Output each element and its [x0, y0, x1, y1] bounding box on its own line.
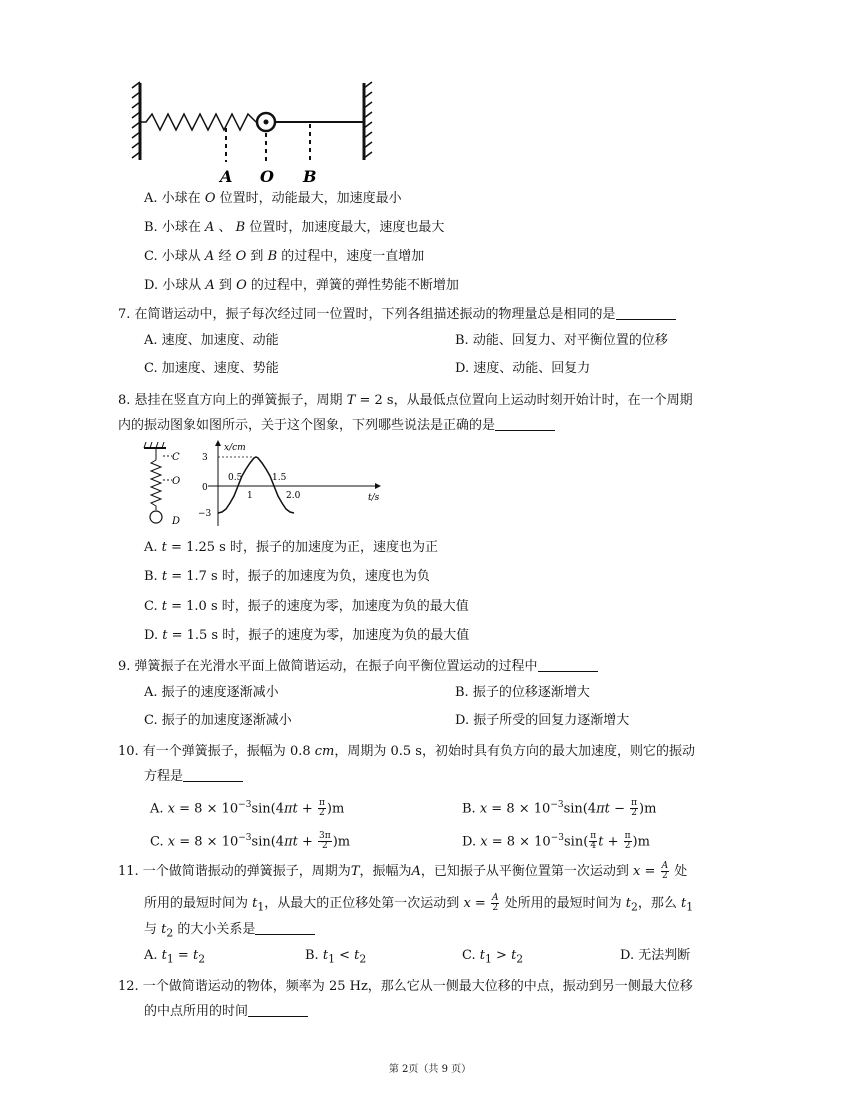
label-o: O	[260, 167, 274, 186]
q9-stem: 9. 弹簧振子在光滑水平面上做简谐运动，在振子向平衡位置运动的过程中	[118, 657, 598, 677]
q8-stem-line2: 内的振动图象如图所示，关于这个图象，下列哪些说法是正确的是	[118, 416, 555, 436]
q11-line3: 与 $t_2$ 的大小关系是	[144, 920, 315, 944]
q6-option-a: A. 小球在 O 位置时，动能最大，加速度最小	[144, 191, 402, 206]
q11-option-c: C. $t_1 > t_2$	[462, 948, 524, 966]
q10-option-b: B. $x = 8 \times 10^{-3}\sin(4\pi t$ − $\frac{\pi}{2}$ )m	[462, 798, 657, 819]
q11-option-d: D. 无法判断	[620, 948, 691, 963]
q10-stem-line1: 10. 有一个弹簧振子，振幅为 0.8 cm，周期为 0.5 s，初始时具有负方向的最大加速度，则它的振动	[118, 744, 695, 759]
svg-text:0: 0	[202, 483, 208, 493]
q8-option-c: C. t = 1.0 s 时，振子的速度为零，加速度为负的最大值	[144, 599, 469, 614]
svg-text:3: 3	[202, 453, 208, 463]
q8-option-b: B. t = 1.7 s 时，振子的加速度为负，速度也为负	[144, 569, 430, 584]
q10-option-c: C. $x = 8 \times 10^{-3}\sin(4\pi t$ + $\frac{3\pi}{2}$ )m	[150, 831, 351, 852]
q8-stem-line1: 8. 悬挂在竖直方向上的弹簧振子，周期 T = 2 s，从最低点位置向上运动时刻开始计时，在一个周期	[118, 393, 693, 408]
q12-line2: 的中点所用的时间	[144, 1002, 308, 1022]
q11-line1: 11. 一个做简谐振动的弹簧振子，周期为T，振幅为A，已知振子从平衡位置第一次运动到 x = $\frac{A}{2}$ 处	[118, 861, 688, 881]
q6-option-c: C. 小球从 A 经 O 到 B 的过程中，速度一直增加	[144, 249, 425, 264]
q11-option-a: A. $t_1 = t_2$	[144, 948, 206, 966]
q9-option-b: B. 振子的位移逐渐增大	[455, 685, 590, 700]
q8-option-d: D. t = 1.5 s 时，振子的速度为零，加速度为负的最大值	[144, 628, 470, 643]
svg-text:0.5: 0.5	[228, 473, 243, 483]
q6-option-d: D. 小球从 A 到 O 的过程中，弹簧的弹性势能不断增加	[144, 278, 459, 293]
page-footer: 第 2页（共 9 页）	[388, 1064, 472, 1075]
svg-text:2.0: 2.0	[286, 491, 301, 501]
svg-text:1: 1	[247, 491, 253, 501]
svg-text:−3: −3	[198, 509, 212, 519]
svg-text:D: D	[172, 516, 181, 527]
label-a: A	[220, 167, 233, 186]
q10-option-d: D. $x = 8 \times 10^{-3}\sin$( $\frac{\pi}{4}$ t + $\frac{\pi}{2}$ )m	[462, 831, 650, 852]
spring-oscillator-figure	[128, 78, 378, 188]
q10-option-a: A. $x = 8 \times 10^{-3}\sin(4\pi t$ + $\frac{\pi}{2}$ )m	[150, 798, 345, 819]
q11-option-b: B. $t_1 < t_2$	[305, 948, 367, 966]
q7-option-c: C. 加速度、速度、势能	[144, 361, 279, 376]
q6-option-b: B. 小球在 A 、 B 位置时，加速度最大，速度也最大	[144, 220, 445, 235]
q9-option-c: C. 振子的加速度逐渐减小	[144, 713, 292, 728]
vertical-spring-graph-figure	[140, 440, 390, 530]
q7-stem: 7. 在简谐运动中，振子每次经过同一位置时，下列各组描述振动的物理量总是相同的是	[118, 305, 676, 325]
svg-text:t/s: t/s	[368, 493, 380, 503]
q12-line1: 12. 一个做简谐运动的物体，频率为 25 Hz，那么它从一侧最大位移的中点，振动到另一侧最大位移	[118, 979, 693, 994]
q10-stem-line2: 方程是	[144, 767, 243, 787]
svg-text:x/cm: x/cm	[224, 443, 246, 453]
q11-line2: 所用的最短时间为 $t_1$，从最大的正位移处第一次运动到 x = $\frac{A}{2}$ 处所用的最短时间为 $t_2$，那么 $t_1$	[144, 893, 694, 914]
q7-option-a: A. 速度、加速度、动能	[144, 333, 279, 348]
label-b: B	[303, 167, 317, 186]
svg-text:C: C	[172, 452, 180, 463]
q9-option-a: A. 振子的速度逐渐减小	[144, 685, 279, 700]
svg-text:1.5: 1.5	[272, 473, 287, 483]
q8-option-a: A. t = 1.25 s 时，振子的加速度为正，速度也为正	[144, 540, 438, 555]
q7-option-b: B. 动能、回复力、对平衡位置的位移	[455, 333, 668, 348]
svg-text:O: O	[172, 476, 181, 487]
q7-option-d: D. 速度、动能、回复力	[455, 361, 591, 376]
q9-option-d: D. 振子所受的回复力逐渐增大	[455, 713, 630, 728]
